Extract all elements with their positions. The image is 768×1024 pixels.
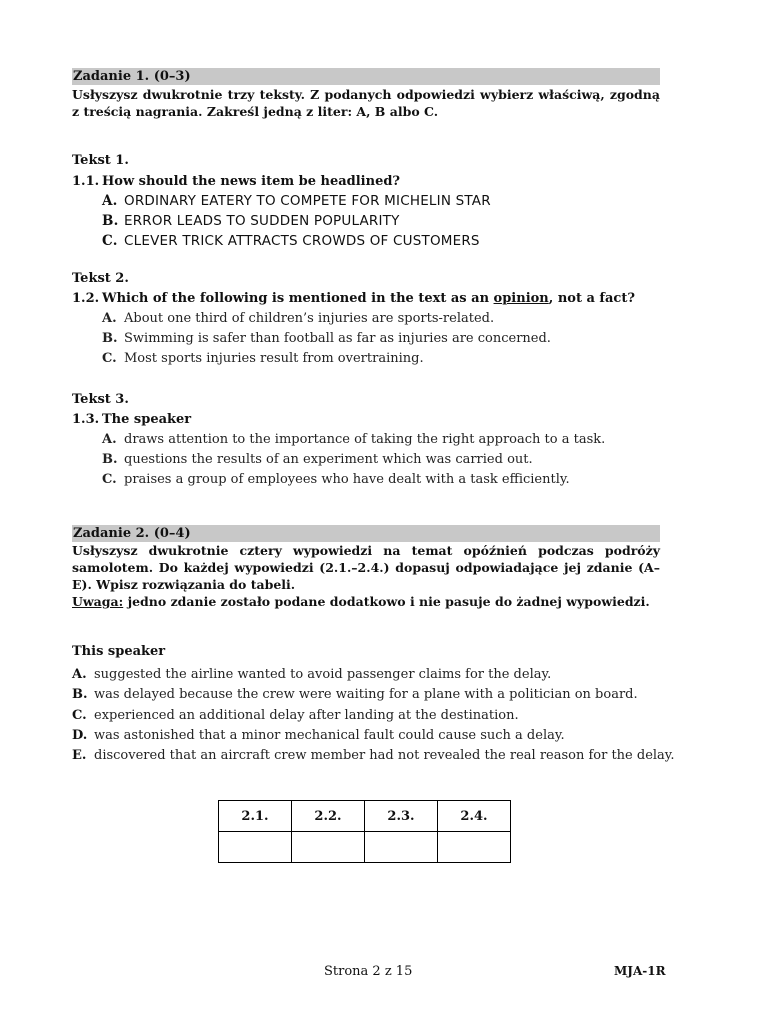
answer-table [218, 800, 511, 863]
option-letter: D. [72, 728, 88, 743]
note-label: Uwaga: [72, 594, 124, 609]
task-1-instruction-text: Usłyszysz dwukrotnie trzy teksty. Z podanych odpowiedzi wybierz właściwą, zgodną z treścią nagrania. Zakreśl jedną z liter: A, B albo C. [72, 87, 660, 119]
task-2-heading: Zadanie 2. (0–4) [72, 525, 660, 542]
option-1-2-a[interactable] [102, 310, 494, 327]
answer-header-2-3: 2.3. [365, 801, 438, 832]
option-text: ERROR LEADS TO SUDDEN POPULARITY [124, 213, 400, 229]
task-1-heading: Zadanie 1. (0–3) [72, 68, 660, 85]
option-2-e [72, 747, 675, 764]
option-letter: C. [102, 351, 117, 366]
answer-header-2-4: 2.4. [438, 801, 511, 832]
question-text-after: , not a fact? [548, 291, 635, 306]
option-1-1-a[interactable] [102, 193, 491, 210]
option-1-3-a[interactable] [102, 431, 605, 448]
option-letter: C. [102, 472, 117, 487]
option-text: CLEVER TRICK ATTRACTS CROWDS OF CUSTOMERS [124, 233, 480, 249]
page-number: Strona 2 z 15 [324, 964, 413, 979]
question-text-before: Which of the following is mentioned in the text as an [102, 291, 494, 306]
task-2-instruction-text: Usłyszysz dwukrotnie cztery wypowiedzi na temat opóźnień podczas podróży samolotem. Do każdej wypowiedzi (2.1.–2.4.) dopasuj odpowiadające jej zdanie (A–E). Wpisz rozwiązania do tabeli. [72, 543, 660, 592]
option-2-a [72, 666, 551, 683]
answer-header-2-2: 2.2. [292, 801, 365, 832]
option-letter: B. [102, 213, 119, 229]
question-1-2 [72, 290, 635, 307]
option-letter: A. [102, 193, 118, 209]
note-text: jedno zdanie zostało podane dodatkowo i nie pasuje do żadnej wypowiedzi. [123, 594, 650, 609]
option-letter: C. [72, 708, 87, 723]
option-letter: A. [72, 667, 87, 682]
option-text: Most sports injuries result from overtraining. [124, 351, 424, 366]
option-letter: B. [102, 452, 118, 467]
answer-cell-2-2[interactable] [292, 832, 365, 863]
question-1-3 [72, 411, 191, 428]
option-letter: A. [102, 311, 117, 326]
answer-table-header-row [219, 801, 511, 832]
option-2-b [72, 686, 638, 703]
task-2-instruction [72, 542, 660, 610]
option-text: About one third of children’s injuries are sports-related. [124, 311, 495, 326]
task-1-instruction [72, 86, 660, 120]
option-text: questions the results of an experiment which was carried out. [124, 452, 533, 467]
option-text: discovered that an aircraft crew member had not revealed the real reason for the delay. [94, 748, 675, 763]
text-3-label: Tekst 3. [72, 392, 129, 407]
option-text: was astonished that a minor mechanical fault could cause such a delay. [94, 728, 565, 743]
question-1-1 [72, 173, 400, 190]
exam-code: MJA-1R [614, 964, 666, 978]
task-2-note [72, 593, 660, 610]
question-text: How should the news item be headlined? [102, 174, 401, 189]
option-2-d [72, 727, 565, 744]
option-2-c [72, 707, 519, 724]
option-1-2-b[interactable] [102, 330, 551, 347]
option-text: Swimming is safer than football as far as injuries are concerned. [124, 331, 551, 346]
option-letter: B. [72, 687, 88, 702]
question-number: 1.1. [72, 174, 100, 189]
option-1-2-c[interactable] [102, 350, 424, 367]
question-number: 1.3. [72, 412, 100, 427]
text-1-label: Tekst 1. [72, 153, 129, 168]
option-1-1-b[interactable] [102, 213, 400, 230]
option-text: was delayed because the crew were waiting for a plane with a politician on board. [94, 687, 638, 702]
this-speaker-heading: This speaker [72, 644, 166, 659]
option-letter: A. [102, 432, 117, 447]
answer-cell-2-1[interactable] [219, 832, 292, 863]
option-1-1-c[interactable] [102, 233, 480, 250]
option-text: ORDINARY EATERY TO COMPETE FOR MICHELIN STAR [124, 193, 491, 209]
text-2-label: Tekst 2. [72, 271, 129, 286]
answer-header-2-1: 2.1. [219, 801, 292, 832]
option-text: draws attention to the importance of taking the right approach to a task. [124, 432, 606, 447]
option-1-3-b[interactable] [102, 451, 533, 468]
option-letter: B. [102, 331, 118, 346]
answer-table-input-row [219, 832, 511, 863]
option-text: praises a group of employees who have dealt with a task efficiently. [124, 472, 570, 487]
option-text: suggested the airline wanted to avoid passenger claims for the delay. [94, 667, 552, 682]
option-text: experienced an additional delay after landing at the destination. [94, 708, 519, 723]
question-number: 1.2. [72, 291, 100, 306]
option-1-3-c[interactable] [102, 471, 570, 488]
option-letter: C. [102, 233, 118, 249]
answer-cell-2-4[interactable] [438, 832, 511, 863]
question-emphasis: opinion [493, 291, 549, 306]
answer-cell-2-3[interactable] [365, 832, 438, 863]
question-text: The speaker [102, 412, 192, 427]
option-letter: E. [72, 748, 87, 763]
